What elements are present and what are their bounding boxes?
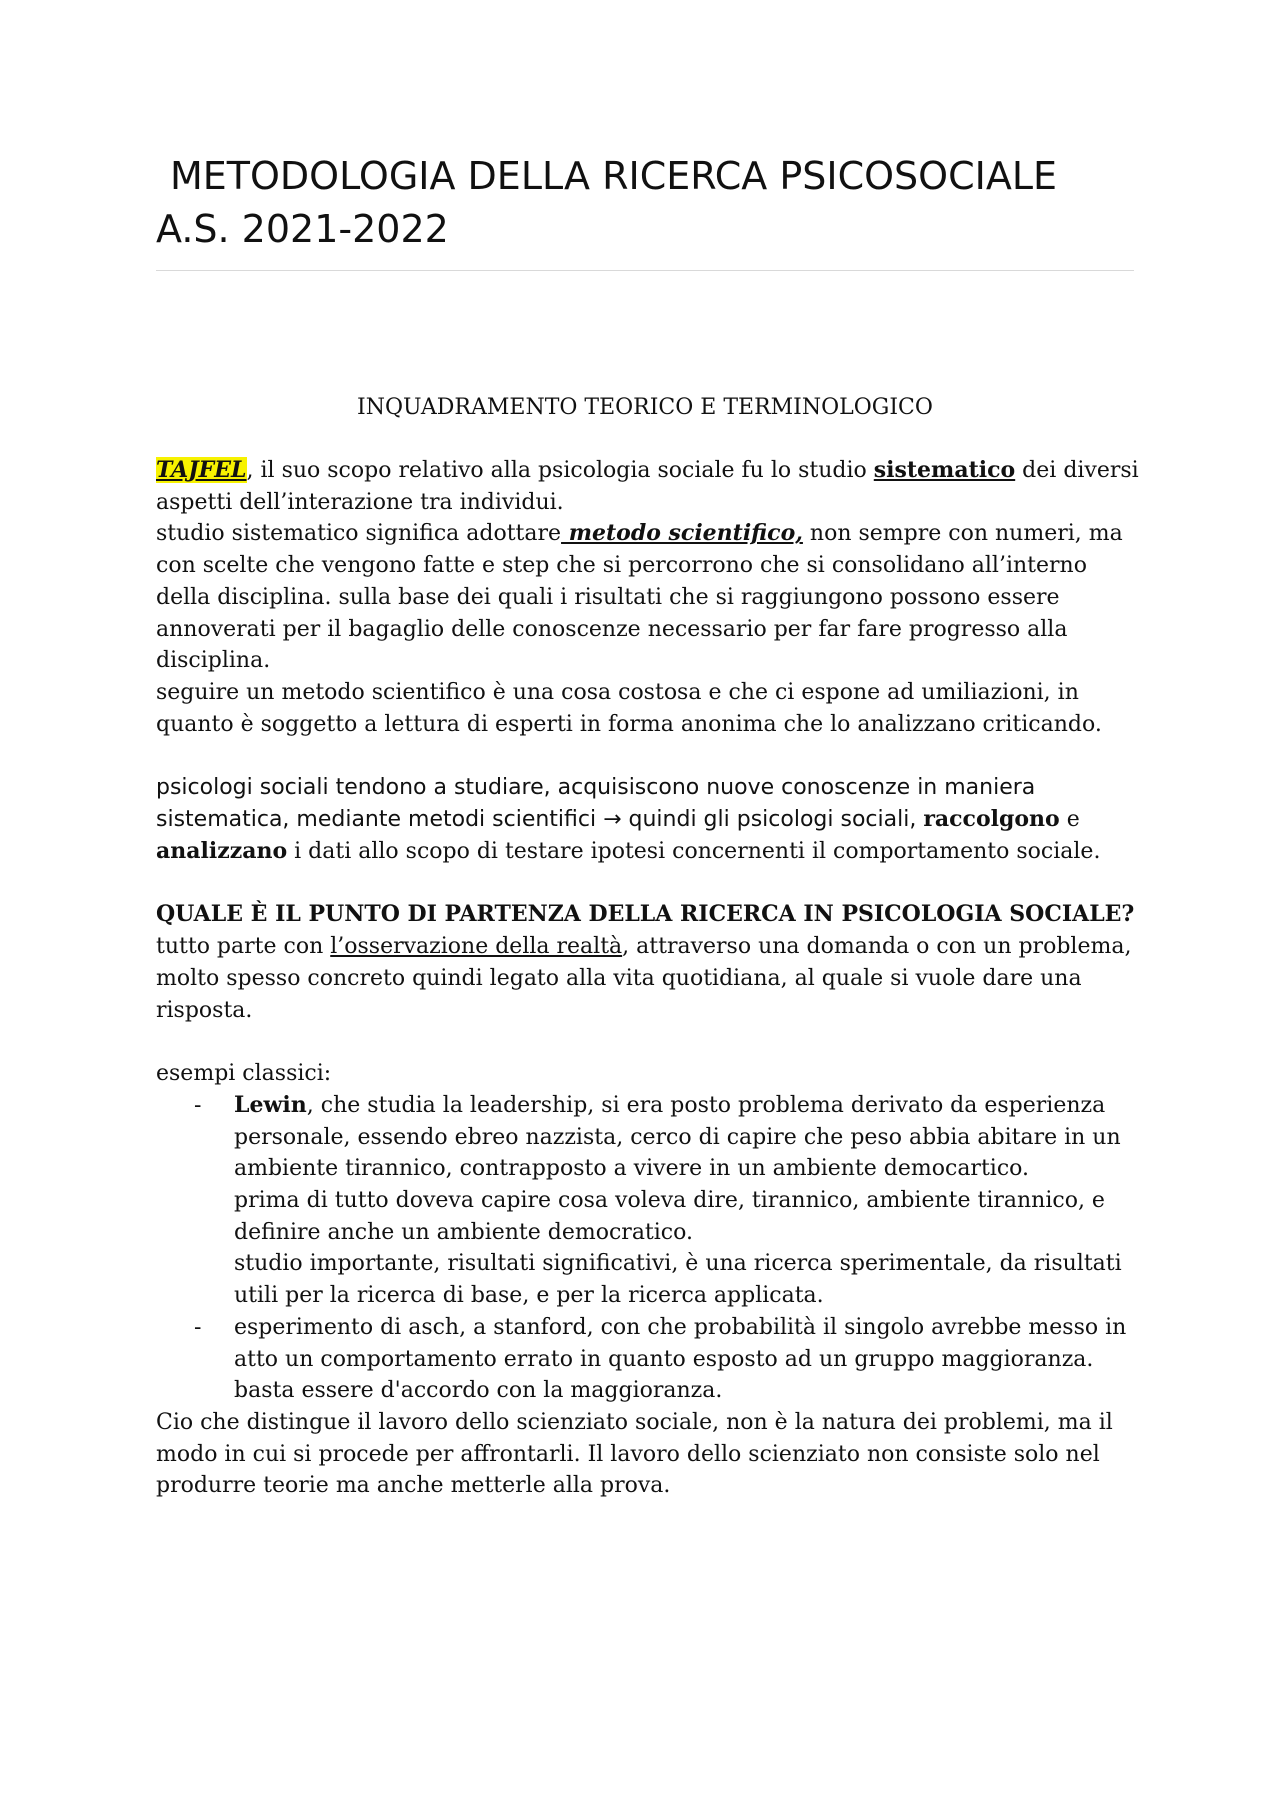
paragraph-tajfel: [156, 455, 1146, 518]
text-run: , che studia la leadership, si era posto problema derivato da esperienza personale, essendo ebreo nazzista, cerco di capire che peso abbia abitare in un ambiente tirannico, contrapposto a vivere in un ambiente democartico.: [234, 1092, 1121, 1182]
spacer: [156, 1026, 1146, 1058]
document-body: [156, 455, 1146, 1502]
text-run: , il suo scopo relativo alla psicologia sociale fu lo studio: [246, 458, 874, 483]
sistematico-term: sistematico: [873, 457, 1016, 483]
title-line-2: A.S. 2021-2022: [156, 207, 449, 251]
title-line-1: METODOLOGIA DELLA RICERCA PSICOSOCIALE: [170, 154, 1058, 198]
title-divider: [156, 270, 1134, 271]
lewin-text-2: prima di tutto doveva capire cosa voleva dire, tirannico, ambiente tirannico, e definire anche un ambiente democratico.: [234, 1188, 1105, 1245]
text-run: e: [1059, 807, 1080, 833]
tajfel-highlight: TAJFEL: [156, 457, 247, 483]
lewin-text-3: studio importante, risultati significativi, è una ricerca sperimentale, da risultati utili per la ricerca di base, e per la ricerca applicata.: [234, 1251, 1122, 1309]
asch-text: esperimento di asch, a stanford, con che probabilità il singolo avrebbe messo in atto un comportamento errato in quanto esposto ad un gruppo maggioranza. basta essere d'accordo con la maggioranza.: [234, 1314, 1127, 1404]
text-run: studio sistematico significa adottare: [156, 521, 562, 547]
document-title: [156, 150, 1136, 256]
text-run-sans: psicologi sociali tendono a studiare, acquisiscono nuove conoscenze in maniera sistematica, mediante metodi scientifici → quindi gli psicologi sociali,: [156, 775, 1036, 833]
paragraph-metodo: [156, 518, 1146, 677]
paragraph-osservazione: [156, 931, 1146, 1026]
section-subtitle: INQUADRAMENTO TEORICO E TERMINOLOGICO: [357, 395, 933, 420]
spacer: [156, 740, 1146, 772]
analizzano-term: analizzano: [156, 837, 288, 864]
paragraph-psicologi: [156, 772, 1146, 867]
spacer: [156, 867, 1146, 899]
list-item: [156, 1090, 1146, 1312]
section-heading: QUALE È IL PUNTO DI PARTENZA DELLA RICERCA IN PSICOLOGIA SOCIALE?: [156, 901, 1135, 928]
paragraph-scienziato: Cio che distingue il lavoro dello scienziato sociale, non è la natura dei problemi, ma il modo in cui si procede per affrontarli. Il lavoro dello scienziato non consiste solo nel produrre teorie ma anche metterle alla prova.: [156, 1409, 1113, 1499]
dash-bullet: -: [194, 1092, 202, 1118]
examples-list: [156, 1090, 1146, 1407]
text-run: , attraverso una domanda o con un problema, molto spesso concreto quindi legato alla vita quotidiana, al quale si vuole dare una risposta.: [156, 934, 1132, 1023]
text-run: tutto parte con: [156, 934, 331, 960]
osservazione-term: l’osservazione della realtà: [330, 934, 623, 960]
list-item: [156, 1312, 1146, 1407]
text-run: dei diversi aspetti dell’interazione tra individui.: [156, 458, 1139, 515]
dash-bullet: -: [194, 1314, 202, 1340]
paragraph-costoso: seguire un metodo scientifico è una cosa costosa e che ci espone ad umiliazioni, in quanto è soggetto a lettura di esperti in forma anonima che lo analizzano criticando.: [156, 679, 1102, 737]
raccolgono-term: raccolgono: [923, 806, 1060, 833]
lewin-name: Lewin: [234, 1091, 307, 1118]
examples-label: esempi classici:: [156, 1061, 332, 1087]
text-run: non sempre con numeri, ma con scelte che vengono fatte e step che si percorrono che si consolidano all’interno della disciplina. sulla base dei quali i risultati che si raggiungono possono essere annoverati per il bagaglio delle conoscenze necessario per far fare progresso alla disciplina.: [156, 521, 1123, 674]
metodo-scientifico-term: metodo scientifico,: [561, 520, 803, 547]
text-run: i dati allo scopo di testare ipotesi concernenti il comportamento sociale.: [287, 838, 1101, 864]
